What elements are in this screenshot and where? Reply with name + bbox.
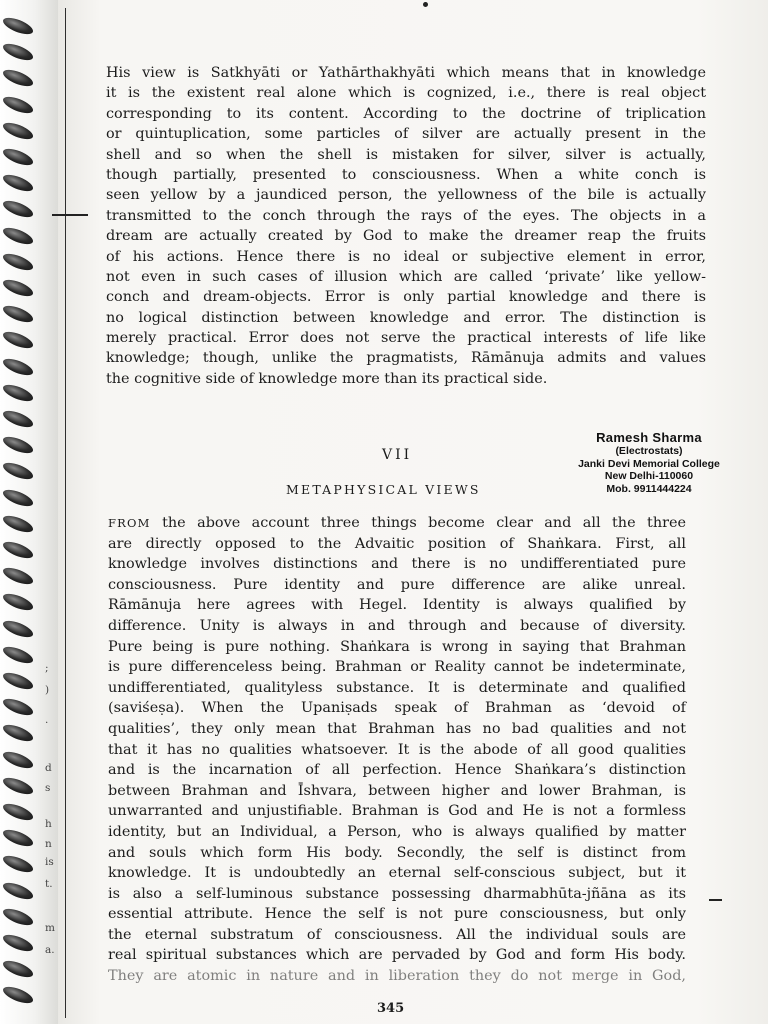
spiral-coil <box>1 14 35 37</box>
spiral-coil <box>1 407 35 430</box>
spiral-coil <box>1 958 35 981</box>
margin-mark: m <box>45 922 55 934</box>
text-line: essential attribute. Hence the self is not pure consciousness, but only <box>108 906 686 923</box>
spiral-coil <box>1 591 35 614</box>
text-line: unwarranted and unjustifiable. Brahman is God and He is not a formless <box>108 803 686 820</box>
margin-mark: . <box>45 714 49 726</box>
ink-dot <box>423 2 428 7</box>
stamp-line: Mob. 9911444224 <box>606 482 692 495</box>
section-title: METAPHYSICAL VIEWS <box>286 482 481 497</box>
text-line: His view is Satkhyāti or Yathārthakhyāti which means that in knowledge <box>106 65 706 81</box>
paragraph-2 <box>108 513 686 987</box>
spiral-coil <box>1 460 35 483</box>
text-line: identity, but an Individual, a Person, who is always qualified by matter <box>108 823 686 840</box>
margin-rule <box>65 8 66 1018</box>
spiral-coil <box>1 565 35 588</box>
spiral-coil <box>1 172 35 195</box>
text-line: knowledge; though, unlike the pragmatists, Rāmānuja admits and values <box>106 350 706 367</box>
margin-mark: a. <box>45 944 55 956</box>
text-line: Pure being is pure nothing. Shaṅkara is wrong in saying that Brahman <box>108 638 686 655</box>
spiral-coil <box>1 617 35 640</box>
spiral-coil <box>1 669 35 692</box>
text-line: They are atomic in nature and in liberation they do not merge in God, <box>108 968 686 985</box>
spiral-coil <box>1 905 35 928</box>
text-line <box>108 513 686 534</box>
margin-tick <box>52 214 88 216</box>
spiral-coil <box>1 276 35 299</box>
spiral-coil <box>1 329 35 352</box>
page-number: 345 <box>377 1001 405 1016</box>
paragraph-1 <box>106 63 706 389</box>
text-line: dream are actually created by God to make the dreamer reap the fruits <box>106 228 706 245</box>
stamp-line: New Delhi-110060 <box>604 470 694 482</box>
margin-mark: is <box>45 856 54 868</box>
spiral-coil <box>1 984 35 1007</box>
text-line: that it has no qualities whatsoever. It is the abode of all good qualities <box>108 741 686 758</box>
text-line: real spiritual substances which are pervaded by God and form His body. <box>108 947 686 964</box>
text-line: the cognitive side of knowledge more than its practical side. <box>106 370 548 387</box>
text-line: the eternal substratum of consciousness. All the individual souls are <box>108 926 686 943</box>
text-line: knowledge involves distinctions and there is no undifferentiated pure <box>108 556 686 573</box>
text-line: (saviśeṣa). When the Upaniṣads speak of Brahman as ‘devoid of <box>108 700 686 717</box>
margin-mark: n <box>45 838 52 850</box>
spiral-coil <box>1 643 35 666</box>
spiral-coil <box>1 41 35 64</box>
text-line: is pure differenceless being. Brahman or Reality cannot be indeterminate, <box>108 659 686 676</box>
spiral-coil <box>1 355 35 378</box>
spiral-coil <box>1 434 35 457</box>
spiral-coil <box>1 224 35 247</box>
text-line: conch and dream-objects. Error is only partial knowledge and there is <box>106 289 706 306</box>
spiral-coil <box>1 512 35 535</box>
spiral-coil <box>1 486 35 509</box>
stamp-line: Janki Devi Memorial College <box>578 457 720 470</box>
margin-mark: ; <box>45 662 49 674</box>
spiral-coil <box>1 853 35 876</box>
text-line: transmitted to the conch through the rays of the eyes. The objects in a <box>106 207 706 224</box>
text-line: undifferentiated, qualityless substance. It is determinate and qualified <box>108 679 686 696</box>
text-line: qualities’, they only mean that Brahman has no bad qualities and not <box>108 720 686 737</box>
margin-mark: s <box>45 782 51 794</box>
text-line: difference. Unity is always in and through and because of diversity. <box>108 617 686 634</box>
spiral-coil <box>1 119 35 142</box>
text-line: though partially, presented to consciousness. When a white conch is <box>106 166 706 183</box>
text-line: shell and so when the shell is mistaken for silver, silver is actually, <box>106 146 706 163</box>
margin-mark: h <box>45 818 52 830</box>
small-caps-word: FROM <box>108 516 151 530</box>
text-line: not even in such cases of illusion which are called ‘private’ like yellow- <box>106 268 706 285</box>
spiral-coil <box>1 722 35 745</box>
text-line: it is the existent real alone which is cognized, i.e., there is real object <box>106 85 706 102</box>
text-line: seen yellow by a jaundiced person, the yellowness of the bile is actually <box>106 187 706 204</box>
ink-dash <box>709 899 722 901</box>
text-line: no logical distinction between knowledge and error. The distinction is <box>106 309 706 326</box>
margin-mark: t. <box>45 878 53 890</box>
spiral-coil <box>1 381 35 404</box>
margin-mark: d <box>45 762 52 774</box>
text-line: consciousness. Pure identity and pure difference are alike unreal. <box>108 576 686 593</box>
spiral-binding <box>0 0 58 1024</box>
stamp-name: Ramesh Sharma <box>596 430 702 445</box>
text-line: and souls which form His body. Secondly, the self is distinct from <box>108 844 686 861</box>
text-line: or quintuplication, some particles of silver are actually present in the <box>106 126 706 143</box>
spiral-coil <box>1 198 35 221</box>
spiral-coil <box>1 303 35 326</box>
spiral-coil <box>1 250 35 273</box>
text-line: knowledge. It is undoubtedly an eternal self-conscious subject, but it <box>108 865 686 882</box>
spiral-coil <box>1 774 35 797</box>
text-line: is also a self-luminous substance possessing dharmabhūta-jñāna as its <box>108 885 686 902</box>
text-line: merely practical. Error does not serve the practical interests of life like <box>106 330 706 347</box>
text-line: of his actions. Hence there is no ideal or subjective element in error, <box>106 248 706 265</box>
spiral-coil <box>1 93 35 116</box>
text-line: Rāmānuja here agrees with Hegel. Identity is always qualified by <box>108 597 686 614</box>
spiral-coil <box>1 879 35 902</box>
margin-mark: ) <box>45 684 50 696</box>
spiral-coil <box>1 931 35 954</box>
spiral-coil <box>1 67 35 90</box>
spiral-coil <box>1 145 35 168</box>
spiral-coil <box>1 538 35 561</box>
section-number: VII <box>382 447 413 463</box>
spiral-coil <box>1 827 35 850</box>
spiral-coil <box>1 800 35 823</box>
text-line: and is the incarnation of all perfection. Hence Shaṅkara’s distinction <box>108 762 686 779</box>
photocopy-stamp <box>556 430 742 495</box>
stamp-line: (Electrostats) <box>615 445 683 457</box>
text-line: corresponding to its content. According to the doctrine of triplication <box>106 105 706 122</box>
spiral-coil <box>1 748 35 771</box>
text-line: between Brahman and Īshvara, between higher and lower Brahman, is <box>108 782 686 799</box>
text-line-rest: the above account three things become clear and all the three <box>150 515 686 531</box>
spiral-coil <box>1 696 35 719</box>
text-line: are directly opposed to the Advaitic position of Shaṅkara. First, all <box>108 535 686 552</box>
